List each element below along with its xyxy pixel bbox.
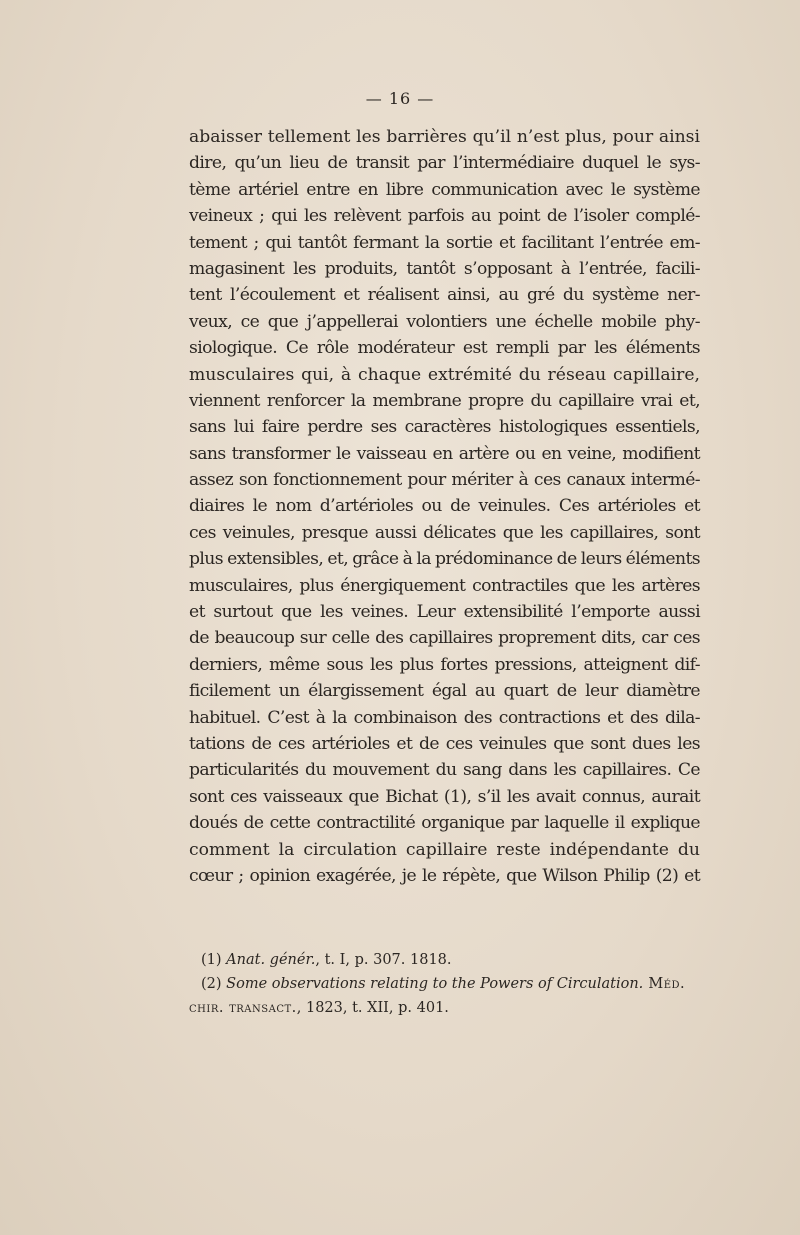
body-line: et surtout que les veines. Leur extensibilité l’emporte aussi xyxy=(189,602,700,623)
body-line: derniers, même sous les plus fortes pressions, atteignent dif- xyxy=(189,654,700,675)
body-line: particularités du mouvement du sang dans les capillaires. Ce xyxy=(189,760,700,781)
footnote-text: , t. I, p. 307. 1818. xyxy=(315,952,452,968)
body-line: diaires le nom d’artérioles ou de veinules. Ces artérioles et xyxy=(189,496,700,517)
footnote-title: Some observations relating to the Powers of Circulation. xyxy=(226,976,644,992)
body-line: tations de ces artérioles et de ces veinules que sont dues les xyxy=(189,733,700,754)
body-line: ces veinules, presque aussi délicates que les capillaires, sont xyxy=(189,522,700,543)
footnote-marker: (1) xyxy=(201,952,222,968)
body-line: sans lui faire perdre ses caractères histologiques essentiels, xyxy=(189,417,700,438)
body-line: doués de cette contractilité organique par laquelle il explique xyxy=(189,813,700,834)
footnote-marker: (2) xyxy=(201,976,222,992)
footnote-2 xyxy=(189,972,704,996)
footnote-journal: chir. transact. xyxy=(189,1000,297,1016)
body-line: tème artériel entre en libre communication avec le système xyxy=(189,179,700,200)
page-number: — 16 — xyxy=(365,89,435,108)
body-line: magasinent les produits, tantôt s’opposant à l’entrée, facili- xyxy=(189,258,700,279)
footnote-1 xyxy=(189,948,704,972)
body-line: assez son fonctionnement pour mériter à ces canaux intermé- xyxy=(189,470,700,491)
body-line: ficilement un élargissement égal au quart de leur diamètre xyxy=(189,681,700,702)
body-line: dire, qu’un lieu de transit par l’intermédiaire duquel le sys- xyxy=(189,153,700,174)
body-line: veux, ce que j’appellerai volontiers une échelle mobile phy- xyxy=(189,311,700,332)
body-line: cœur ; opinion exagérée, je le répète, que Wilson Philip (2) et xyxy=(189,865,700,886)
footnote-text: , 1823, t. XII, p. 401. xyxy=(296,1000,449,1016)
body-line: de beaucoup sur celle des capillaires proprement dits, car ces xyxy=(189,628,700,649)
body-text xyxy=(189,124,700,889)
body-line: sans transformer le vaisseau en artère ou en veine, modifient xyxy=(189,443,700,464)
body-line: sont ces vaisseaux que Bichat (1), s’il les avait connus, aurait xyxy=(189,786,700,807)
footnote-2-continued xyxy=(189,996,704,1020)
body-line: tement ; qui tantôt fermant la sortie et facilitant l’entrée em- xyxy=(189,232,700,253)
footnotes xyxy=(189,948,704,1020)
body-line: musculaires qui, à chaque extrémité du réseau capillaire, xyxy=(189,364,700,385)
body-line: habituel. C’est à la combinaison des contractions et des dila- xyxy=(189,707,700,728)
body-line: siologique. Ce rôle modérateur est rempli par les éléments xyxy=(189,338,700,359)
body-line: comment la circulation capillaire reste indépendante du xyxy=(189,839,700,860)
footnote-journal: Méd. xyxy=(643,976,686,992)
body-line: musculaires, plus énergiquement contractiles que les artères xyxy=(189,575,700,596)
body-line: tent l’écoulement et réalisent ainsi, au gré du système ner- xyxy=(189,285,700,306)
footnote-title: Anat. génér. xyxy=(226,952,316,968)
body-line: abaisser tellement les barrières qu’il n’est plus, pour ainsi xyxy=(189,127,700,147)
body-line: plus extensibles, et, grâce à la prédominance de leurs éléments xyxy=(189,549,700,570)
body-line: veineux ; qui les relèvent parfois au point de l’isoler complé- xyxy=(189,206,700,227)
body-line: viennent renforcer la membrane propre du capillaire vrai et, xyxy=(189,390,700,411)
